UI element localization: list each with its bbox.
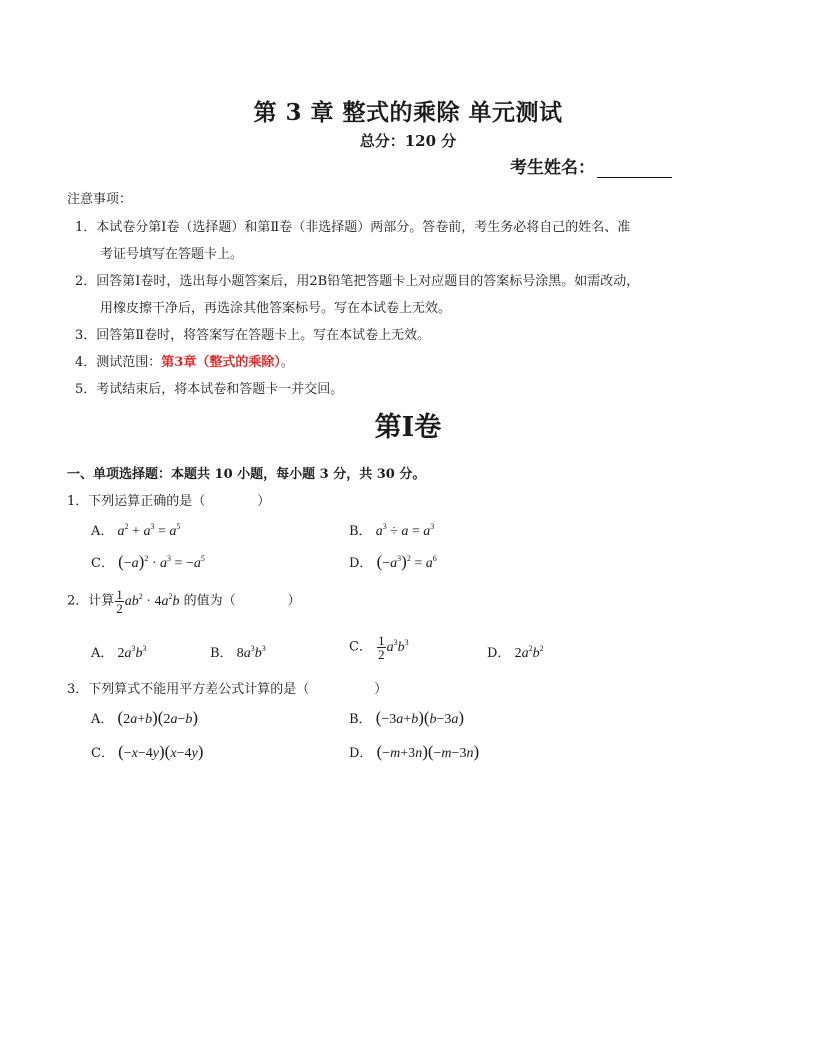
option-label: C． [91,556,114,571]
question-1-option-a[interactable] [91,520,180,540]
option-expression: $a^2 + a^3 = a^5$ [117,522,181,539]
question-2-option-b[interactable] [210,642,266,662]
student-name-label: 考生姓名： [510,158,595,178]
total-score: 总分：120 分 [359,132,457,150]
question-2-option-a[interactable] [91,642,147,662]
note-1-line-2: 考证号填写在答题卡上。 [100,247,244,262]
option-expression: (−m+3n)(−m−3n) [376,742,480,761]
question-3-option-a[interactable] [91,708,198,728]
option-label: C． [91,746,114,761]
question-2-option-d[interactable] [487,642,544,662]
page-title: 第 3 章 整式的乘除 单元测试 [253,99,563,126]
option-label: D． [349,746,373,761]
student-name-field [510,153,672,178]
note-4-prefix: 4．测试范围： [75,355,162,370]
note-1-line-1: 1．本试卷分第Ⅰ卷（选择题）和第Ⅱ卷（非选择题）两部分。答卷前，考生务必将自己的姓名、准 [75,220,631,235]
question-2-expression: $\frac{1}{2}$ $ab^2 \cdot 4a^2b$ [116,587,180,616]
note-5: 5．考试结束后，将本试卷和答题卡一并交回。 [75,382,344,397]
question-3-option-b[interactable] [349,708,464,728]
option-expression: $2a^3b^3$ [117,644,147,661]
question-1-stem: 1．下列运算正确的是（ ） [67,494,271,509]
question-2-option-c[interactable] [349,634,409,661]
part-heading: 一、单项选择题：本题共 10 小题，每小题 3 分，共 30 分。 [67,467,426,482]
option-expression: $(-a^3)^2 = a^6$ [376,552,437,571]
question-1-option-b[interactable] [349,520,434,540]
option-label: B． [349,712,372,727]
option-label: A． [91,712,114,727]
option-expression: (−3a+b)(b−3a) [375,708,465,727]
note-3: 3．回答第Ⅱ卷时，将答案写在答题卡上。写在本试卷上无效。 [75,328,431,343]
question-1-option-c[interactable] [91,552,205,572]
question-3-option-d[interactable] [349,742,479,762]
option-expression: $(-a)^2 \cdot a^3 = -a^5$ [118,552,205,571]
question-2-stem [67,588,301,615]
question-1-option-d[interactable] [349,552,437,572]
option-label: A． [91,646,114,661]
option-label: B． [349,524,372,539]
notes-heading: 注意事项： [67,192,133,207]
note-4-suffix: 。 [280,355,294,370]
student-name-blank[interactable] [597,160,672,178]
note-4 [75,351,294,370]
option-label: C． [349,639,372,655]
question-3-option-c[interactable] [91,742,203,762]
option-label: B． [210,646,233,661]
note-2-line-1: 2．回答第Ⅰ卷时，选出每小题答案后，用2B铅笔把答题卡上对应题目的答案标号涂黑。如需改动， [75,274,640,289]
option-expression: $\frac{1}{2}$ $a^3b^3$ [378,633,409,662]
option-expression: (2a+b)(2a−b) [117,708,199,727]
option-expression: $8a^3b^3$ [236,644,266,661]
option-expression: $2a^2b^2$ [514,644,544,661]
option-label: A． [91,524,114,539]
option-label: D． [349,556,373,571]
question-3-stem: 3．下列算式不能用平方差公式计算的是（ ） [67,682,388,697]
option-expression: $a^3 \div a = a^3$ [375,522,435,539]
note-2-line-2: 用橡皮擦干净后，再选涂其他答案标号。写在本试卷上无效。 [100,301,452,316]
test-scope-highlight: 第3章（整式的乘除） [161,355,281,370]
section-title: 第Ⅰ卷 [374,412,442,443]
option-expression: (−x−4y)(x−4y) [118,742,204,761]
question-2-stem-suffix: 的值为（ ） [183,593,301,609]
question-2-stem-prefix: 2．计算 [67,593,115,609]
option-label: D． [487,646,511,661]
